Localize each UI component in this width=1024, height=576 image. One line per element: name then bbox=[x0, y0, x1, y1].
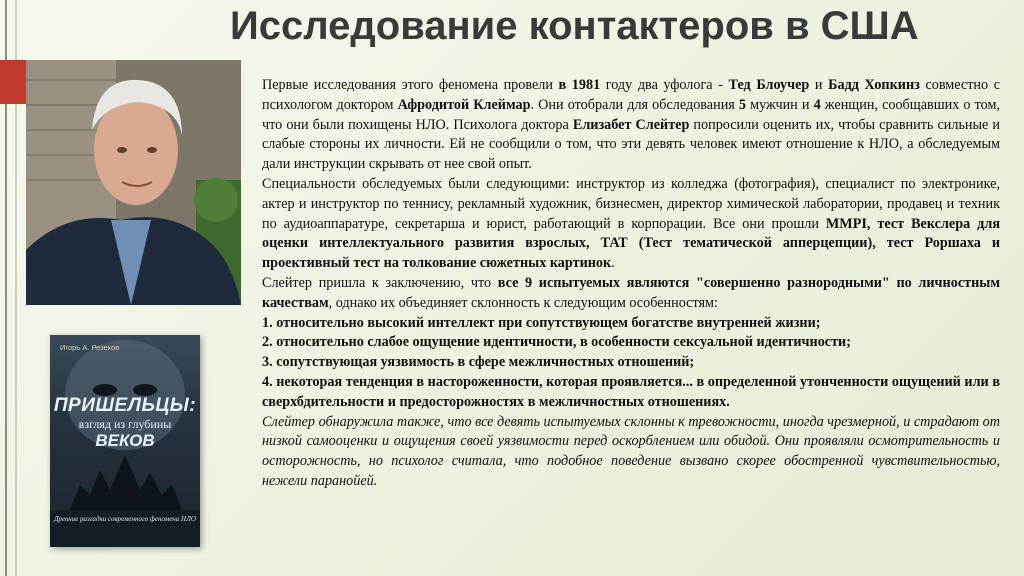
text-run: мужчин и bbox=[746, 96, 814, 113]
text-run: . Они отобрали для обследования bbox=[530, 96, 739, 113]
bold-run: Бадд Хопкинз bbox=[828, 77, 920, 93]
paragraph bbox=[262, 353, 1000, 373]
paragraph bbox=[262, 76, 1000, 175]
bold-run: Тед Блоучер bbox=[728, 77, 810, 93]
text-run: , однако их объединяет склонность к следующим особенностям: bbox=[328, 294, 718, 311]
paragraph bbox=[262, 175, 1000, 274]
book-subtitle: Древние разгадки современного феномена НЛО bbox=[54, 515, 196, 523]
bold-run: 1. относительно высокий интеллект при сопутствующем богатстве внутренней жизни; bbox=[262, 314, 821, 331]
text-run: Специальности обследуемых были следующими: инструктор из колледжа (фотография), специалист по электронике, актер и инструктор по теннису, рекламный художник, бизнесмен, директор химической лаборатории, продавец и техник по аудиоаппаратуре, секретарша и юрист, работающий в корпорации. Все они прошли bbox=[262, 175, 1000, 232]
text-run: и bbox=[809, 77, 829, 93]
bold-run: все 9 испытуемых являются "совершенно разнородными" по личностным качествам bbox=[262, 274, 1000, 311]
bold-run: 4. некоторая тенденция в настороженности, которая проявляется... в определенной утонченности ощущений или в сверхбдительности и предосторожностях в межличностных отношениях. bbox=[262, 373, 1000, 410]
text-run: женщин, сообщавших о том, что они были похищены НЛО. Психолога доктора bbox=[262, 96, 1000, 133]
slide-title: Исследование контактеров в США bbox=[230, 4, 919, 48]
body-text bbox=[262, 76, 1000, 492]
accent-bar bbox=[0, 60, 26, 104]
bold-run: 2. относительно слабое ощущение идентичности, в особенности сексуальной идентичности; bbox=[262, 334, 851, 351]
bold-run: Афродитой Клеймар bbox=[397, 96, 531, 113]
paragraphs bbox=[262, 76, 1000, 413]
text-run: Первые исследования этого феномена провели bbox=[262, 77, 559, 93]
bold-run: 4 bbox=[813, 96, 821, 113]
bold-run: Елизабет Слейтер bbox=[572, 116, 690, 133]
text-run: совместно с психологом доктором bbox=[262, 77, 1000, 113]
portrait-photo bbox=[26, 60, 241, 305]
text-run: Слейтер пришла к заключению, что bbox=[262, 274, 498, 291]
text-run: попросили оценить их, чтобы сравнить сильные и слабые стороны их личности. Ей не сообщили о том, что эти девять человек имеют отношение к НЛО, а обследуемым дали инструкции скрывать от нее свой опыт. bbox=[262, 116, 1000, 173]
text-run: . bbox=[611, 255, 615, 272]
paragraph bbox=[262, 274, 1000, 314]
text-run: году два уфолога - bbox=[600, 77, 729, 93]
paragraph bbox=[262, 333, 1000, 353]
bold-run: 3. сопутствующая уязвимость в сфере межличностных отношений; bbox=[262, 354, 695, 371]
italic-paragraph: Слейтер обнаружила также, что все девять испытуемых склонны к тревожности, иногда чрезмерной, и страдают от низкой самооценки и ощущения своей уязвимости перед оскорблением или обидой. Они проявляли осмотрительность и осторожность, но психолог считала, что подобное поведение вызвано скорее обостренной чувствительностью, нежели паранойей. bbox=[262, 413, 1000, 489]
book-title-line2: взгляд из глубины bbox=[78, 417, 172, 431]
bold-run: MMPI, тест Векслера для оценки интеллектуального развития взрослых, ТАТ (Тест тематической апперцепции), тест Роршаха и проективный тест на толкование сюжетных картинок bbox=[262, 215, 1000, 272]
paragraph bbox=[262, 373, 1000, 413]
book-title-line1: ПРИШЕЛЬЦЫ: bbox=[53, 395, 197, 416]
paragraph bbox=[262, 314, 1000, 334]
bold-run: 5 bbox=[738, 96, 747, 113]
book-cover bbox=[50, 335, 200, 547]
bold-run: в 1981 bbox=[558, 77, 601, 93]
book-author: Игорь А. Резеков bbox=[60, 343, 120, 352]
book-title-line3: ВЕКОВ bbox=[95, 431, 155, 450]
